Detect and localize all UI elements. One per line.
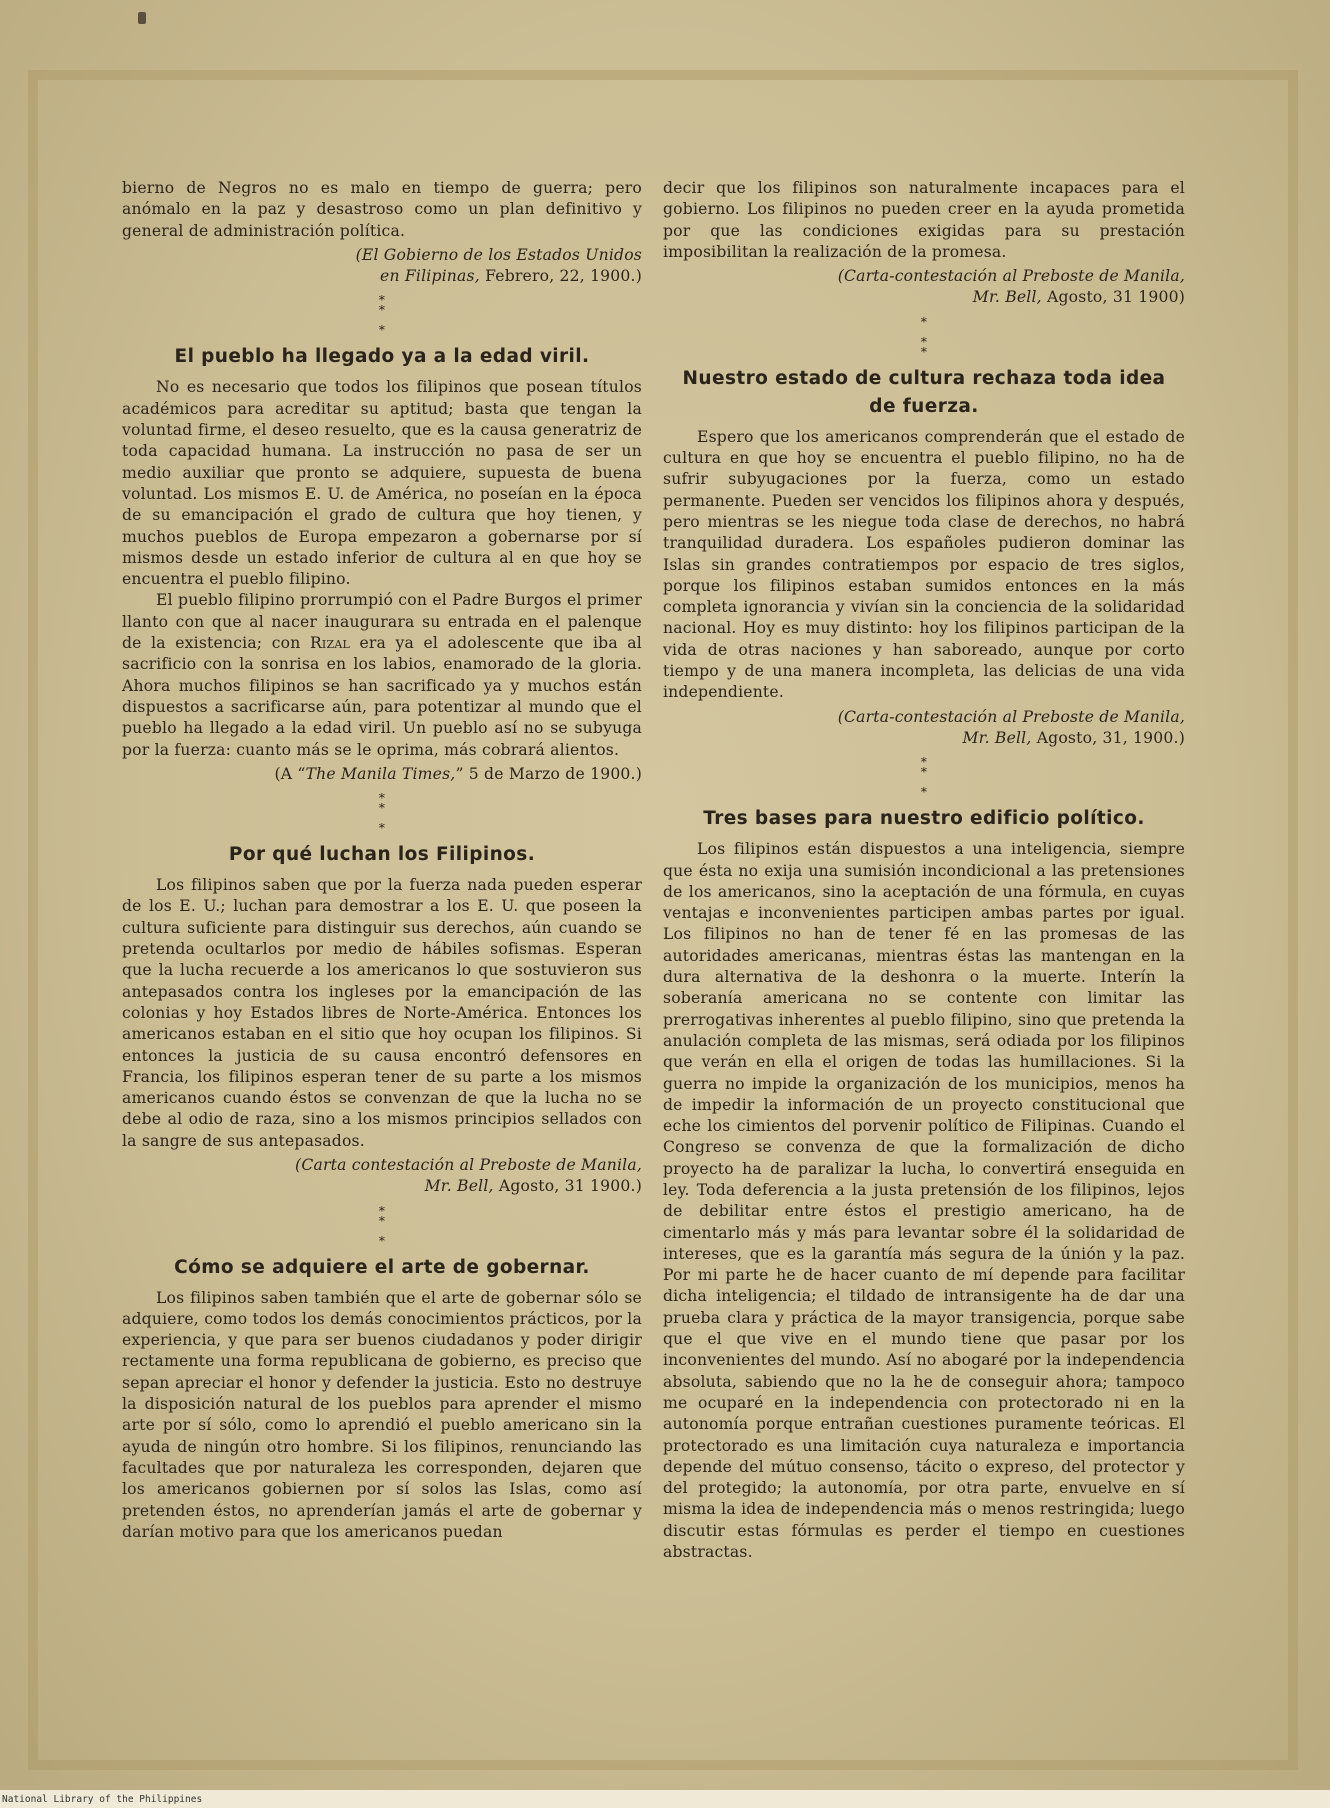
- separator-star-pair: * *: [378, 1213, 386, 1248]
- section-separator: [122, 791, 642, 836]
- left-intro-citation: [122, 245, 642, 288]
- separator-star-pair: * *: [920, 314, 928, 349]
- right-intro-citation: [663, 266, 1185, 309]
- left-column: [122, 178, 642, 1543]
- citation-plain: Febrero, 22, 1900.): [485, 267, 642, 286]
- citation-line: (El Gobierno de los Estados Unidos: [355, 245, 642, 264]
- citation: [663, 707, 1185, 750]
- citation-line: (Carta-contestación al Preboste de Manila,: [837, 267, 1185, 286]
- citation: [122, 1155, 642, 1198]
- citation-line: (Carta-contestación al Preboste de Manila,: [837, 707, 1185, 726]
- paragraph: No es necesario que todos los filipinos que posean títulos académicos para acreditar su aptitud; basta que tengan la voluntad firme, el deseo resuelto, que es la causa generatriz de toda capacidad humana. La instrucción no pasa de ser un medio auxiliar que pronto se adquiere, supuesta de buena voluntad. Los mismos E. U. de América, no poseían en la época de su emancipación el grado de cultura que hoy tienen, y muchos pueblos de Europa empezaron a gobernarse por sí mismos desde un estado inferior de cultura al en que hoy se encuentra el pueblo filipino.: [122, 378, 642, 589]
- separator-star-pair: * *: [378, 303, 386, 338]
- separator-star: *: [920, 344, 928, 359]
- paragraph: Los filipinos están dispuestos a una inteligencia, siempre que ésta no exija una sumisión incondicional a las pretensiones de los americanos, sino la aceptación de una fórmula, en cuyas ventajas e inconvenientes participen ambas partes por igual. Los filipinos no han de tener fé en las promesas de las autoridades americanas, mientras éstas las mantengan en la dura alternativa de la deshonra o la muerte. Interín la soberanía americana no se contente con limitar las prerrogativas inherentes al pueblo filipino, sino que pretenda la anulación completa de las mismas, será odiada por los filipinos que verán en ella el origen de todas las humillaciones. Si la guerra no impide la organización de los municipios, menos ha de impedir la información de un proyecto constitucional que eche los cimientos del porvenir político de Filipinas. Cuando el Congreso se convenza de que la formalización de dicho proyecto ha de paralizar la lucha, lo convertirá enseguida en ley. Toda deferencia a la justa pretensión de los filipinos, lejos de debilitar entre éstos el prestigio americano, ha de cimentarlo más y más para levantar sobre él la solidaridad de intereses, que es la garantía más segura de la únión y la paz. Por mi parte he de hacer cuanto de mí depende para facilitar dicha inteligencia; el tildado de intransigente ha de dar una prueba clara y práctica de la mayor transigencia, porque sabe que el que vive en el mundo tiene que pasar por los inconvenientes del mundo. Así no abogaré por la independencia absoluta, sabiendo que no la he de conseguir ahora; tampoco me ocuparé en la independencia con protectorado ni en la autonomía porque entrañan cuestiones puramente teóricas. El protectorado es una limitación cuya naturaleza e importancia depende del mútuo consenso, tácito o expreso, del protector y del protegido; la autonomía, por otra parte, envuelve en sí misma la idea de independencia más o menos restringida; luego discutir estas fórmulas es perder el tiempo en cuestiones abstractas.: [663, 840, 1185, 1562]
- footer-source-label: National Library of the Philippines: [2, 1794, 203, 1805]
- citation-line: Mr. Bell, Agosto, 31, 1900.): [962, 728, 1185, 747]
- section-separator: [663, 314, 1185, 359]
- section-title-tres-bases: Tres bases para nuestro edificio político.: [703, 808, 1145, 830]
- name-rizal: Rizal: [309, 634, 350, 653]
- citation-line: Mr. Bell, Agosto, 31 1900): [972, 288, 1185, 307]
- section-separator: [122, 1203, 642, 1248]
- citation-line: Mr. Bell, Agosto, 31 1900.): [424, 1177, 642, 1196]
- section-title-arte-de-gobernar: Cómo se adquiere el arte de gobernar.: [174, 1256, 590, 1278]
- section-title-por-que-luchan: Por qué luchan los Filipinos.: [228, 844, 536, 866]
- section-title-edad-viril: El pueblo ha llegado ya a la edad viril.: [174, 346, 590, 368]
- citation-line: [122, 266, 642, 287]
- page-corner-mark: [138, 12, 146, 24]
- paragraph: El pueblo filipino prorrumpió con el Padre Burgos el primer llanto con que al nacer inaugurara su entrada en el palenque de la existencia; con Rizal era ya el adolescente que iba al sacrificio con la sonrisa en los labios, enamorado de la gloria. Ahora muchos filipinos se han sacrificado ya y muchos están dispuestos a sacrificarse aún, para potentizar al mundo que el pueblo ha llegado a la edad viril. Un pueblo así no se subyuga por la fuerza: cuanto más se le oprima, más cobrará alientos.: [122, 591, 642, 759]
- section-separator: [122, 293, 642, 338]
- paragraph: Los filipinos saben también que el arte de gobernar sólo se adquiere, como todos los demás conocimientos prácticos, por la experiencia, y que para ser buenos ciudadanos y poder dirigir rectamente una forma republicana de gobierno, es preciso que sepan apreciar el honor y defender la justicia. Esto no destruye la disposición natural de los pueblos para aprender el mismo arte por sí sólo, como lo aprendió el pueblo americano sin la ayuda de ningún otro hombre. Si los filipinos, renunciando las facultades que por naturaleza les corresponden, dejaren que los americanos gobiernen por sí solos las Islas, como así pretenden éstos, no aprenderían jamás el arte de gobernar y darían motivo para que los americanos puedan: [122, 1288, 642, 1541]
- right-intro-text: decir que los filipinos son naturalmente incapaces para el gobierno. Los filipinos no pueden creer en la ayuda prometida por que las condiciones exigidas para su prestación imposibilitan la realización de la promesa.: [663, 179, 1185, 261]
- right-column: [663, 178, 1185, 1563]
- paragraph: Los filipinos saben que por la fuerza nada pueden esperar de los E. U.; luchan para demostrar a los E. U. que poseen la cultura suficiente para distinguir sus derechos, aún cuando se pretenda ocultarlos por medio de hábiles sofismas. Esperan que la lucha recuerde a los americanos lo que sostuvieron sus antepasados contra los ingleses por la emancipación de las colonias y hoy Estados libres de Norte-América. Entonces los americanos estaban en el sitio que hoy ocupan los filipinos. Si entonces la justicia de su causa encontró defensores en Francia, los filipinos esperan tener de su parte a los mismos americanos cuando éstos se convenzan de que la lucha no se debe al odio de raza, sino a los mismos principios sellados con la sangre de sus antepasados.: [122, 876, 642, 1150]
- separator-star: *: [920, 755, 928, 770]
- separator-star: *: [378, 1203, 386, 1218]
- separator-star: *: [378, 791, 386, 806]
- left-intro-text: bierno de Negros no es malo en tiempo de guerra; pero anómalo en la paz y desastroso como un plan definitivo y general de administración política.: [122, 179, 642, 240]
- separator-star-pair: * *: [920, 765, 928, 800]
- section-title-estado-de-cultura: Nuestro estado de cultura rechaza toda idea de fuerza.: [682, 367, 1166, 417]
- section-separator: [663, 755, 1185, 800]
- citation-line: (Carta contestación al Preboste de Manila,: [295, 1155, 642, 1174]
- citation-italic: en Filipinas,: [380, 267, 480, 286]
- separator-star: *: [378, 293, 386, 308]
- paragraph: Espero que los americanos comprenderán que el estado de cultura en que hoy se encuentra el pueblo filipino, no ha de sufrir subyugaciones por la fuerza, como un estado permanente. Pueden ser vencidos los filipinos ahora y después, pero mientras se les niegue toda clase de derechos, no habrá tranquilidad duradera. Los españoles pudieron dominar las Islas sin grandes contratiempos por espacio de tres siglos, porque los filipinos estaban sumidos entonces en la más completa ignorancia y vivían sin la conciencia de la solidaridad nacional. Hoy es muy distinto: hoy los filipinos participan de la vida de otras naciones y han saboreado, aunque por corto tiempo y de una manera incompleta, las delicias de una vida independiente.: [663, 427, 1185, 702]
- separator-star-pair: * *: [378, 801, 386, 836]
- citation: (A “The Manila Times,” 5 de Marzo de 1900.): [274, 764, 642, 783]
